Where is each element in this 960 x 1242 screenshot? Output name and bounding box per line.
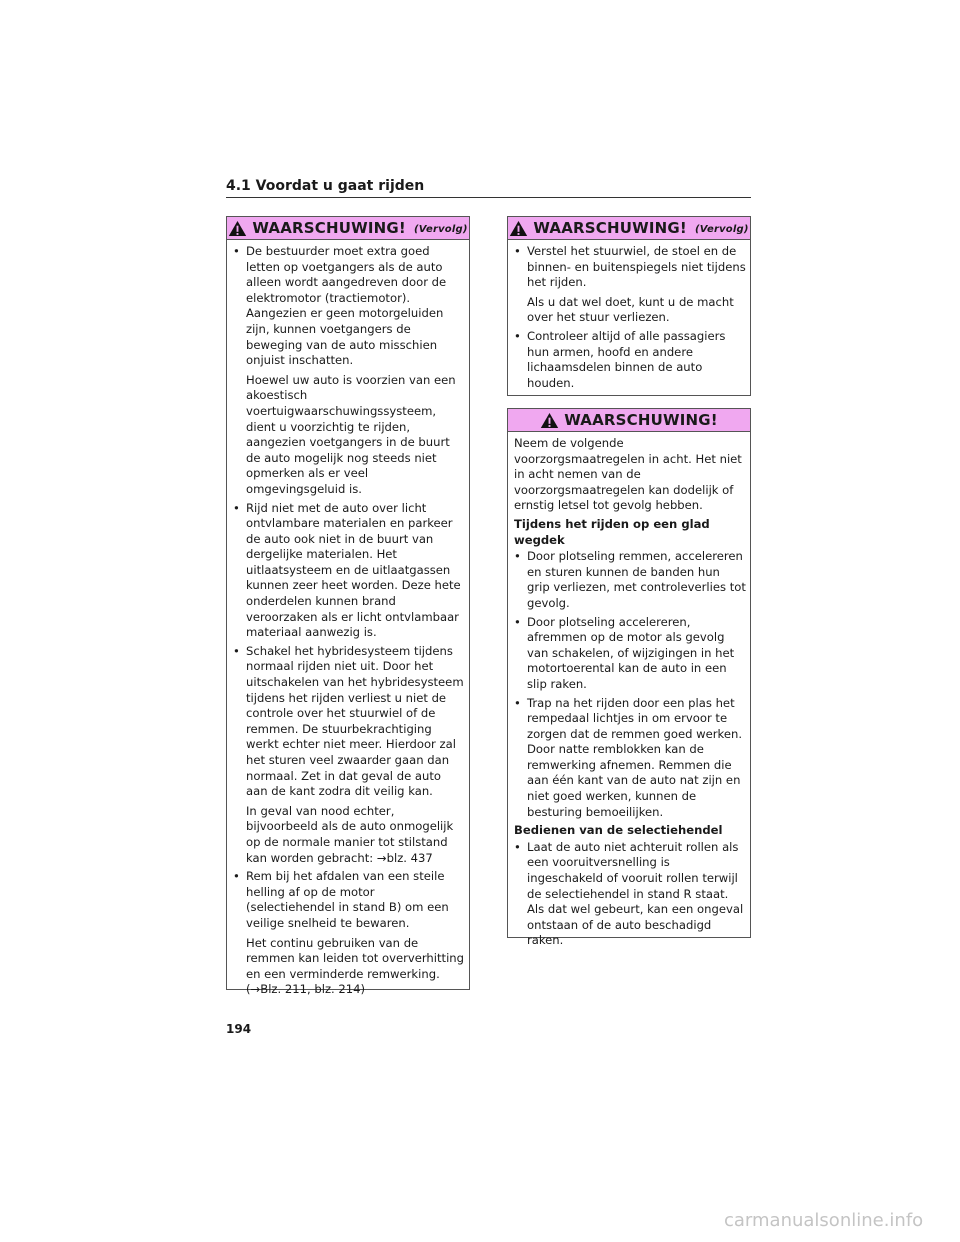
paragraph: Rijd niet met de auto over licht ontvlambare materialen en parkeer de auto ook niet in de buurt van dergelijke materialen. Het uitlaatsysteem en de uitlaatgassen kunnen zeer heet worden. Deze hete onderdelen kunnen brand veroorzaken als er licht ontvlambaar materiaal aanwezig is. xyxy=(246,500,461,640)
warning-box-right-top xyxy=(507,216,751,396)
warning-box-left xyxy=(226,216,470,997)
list-item xyxy=(514,696,746,821)
list-item xyxy=(233,869,465,998)
bullet: • xyxy=(514,839,521,854)
warning-body xyxy=(508,240,750,400)
warning-header xyxy=(508,217,750,240)
paragraph: Trap na het rijden door een plas het rempedaal lichtjes in om ervoor te zorgen dat de remmen goed werken. Door natte remblokken kan de remwerking afnemen. Remmen die aan één kant van de auto nat zijn en niet goed werken, kunnen de besturing bemoeilijken. xyxy=(527,695,743,819)
paragraph: Door plotseling remmen, accelereren en sturen kunnen de banden hun grip verliezen, met controleverlies tot gevolg. xyxy=(527,549,746,610)
warning-header xyxy=(227,217,469,240)
list-item xyxy=(233,501,465,641)
list-item xyxy=(514,244,746,326)
warning-title: WAARSCHUWING! xyxy=(533,219,687,237)
bullet: • xyxy=(233,244,240,258)
warning-body xyxy=(227,240,469,1007)
warning-triangle-icon xyxy=(509,220,528,237)
paragraph: Als u dat wel doet, kunt u de macht over het stuur verliezen. xyxy=(527,294,734,325)
warning-title: WAARSCHUWING! xyxy=(564,411,718,429)
warning-header xyxy=(508,409,750,432)
bullet: • xyxy=(514,614,521,629)
paragraph: Schakel het hybridesysteem tijdens normaal rijden niet uit. Door het uitschakelen van het hybridesysteem tijdens het rijden verliest u niet de controle over het stuurwiel of de remmen. De stuurbekrachtiging werkt echter niet meer. Hierdoor zal het sturen veel zwaarder gaan dan normaal. Zet in dat geval de auto aan de kant zodra dit veilig kan. xyxy=(246,643,464,799)
warning-body xyxy=(508,432,750,958)
intro-paragraph: Neem de volgende voorzorgsmaatregelen in acht. Het niet in acht nemen van de voorzorgsmaatregelen kan dodelijk of ernstig letsel tot gevolg hebben. xyxy=(514,436,742,513)
list-item xyxy=(514,840,746,949)
bullet: • xyxy=(233,500,240,515)
paragraph: De bestuurder moet extra goed letten op voetgangers als de auto alleen wordt aangedreven door de elektromotor (tractiemotor). Aangezien er geen motorgeluiden zijn, kunnen voetgangers de beweging van de auto misschien onjuist inschatten. xyxy=(246,244,447,368)
list-item xyxy=(514,615,746,693)
list-item xyxy=(514,329,746,391)
warning-subtitle: (Vervolg) xyxy=(413,224,468,235)
paragraph: Rem bij het afdalen van een steile helling af op de motor (selectiehendel in stand B) om een veilige snelheid te bewaren. xyxy=(246,869,449,930)
warning-title: WAARSCHUWING! xyxy=(252,219,406,237)
subheading: Bedienen van de selectiehendel xyxy=(514,823,723,838)
subheading: Tijdens het rijden op een glad wegdek xyxy=(514,516,710,547)
bullet: • xyxy=(233,869,240,884)
bullet: • xyxy=(514,328,521,343)
watermark: carmanualsonline.info xyxy=(724,1210,924,1231)
page-number: 194 xyxy=(226,1022,252,1036)
warning-box-right-bottom xyxy=(507,408,751,948)
warning-subtitle: (Vervolg) xyxy=(694,224,749,235)
paragraph: Laat de auto niet achteruit rollen als een vooruitversnelling is ingeschakeld of vooruit rollen terwijl de selectiehendel in stand R staat. Als dat wel gebeurt, kan een ongeval ontstaan of de auto beschadigd raken. xyxy=(527,839,744,948)
paragraph: Door plotseling accelereren, afremmen op de motor als gevolg van schakelen, of wijzigingen in het motortoerental kan de auto in een slip raken. xyxy=(527,614,735,691)
paragraph: Controleer altijd of alle passagiers hun armen, hoofd en andere lichaamsdelen binnen de auto houden. xyxy=(527,328,726,390)
paragraph: Het continu gebruiken van de remmen kan leiden tot oververhitting en een verminderde remwerking. (→Blz. 211, blz. 214) xyxy=(246,935,465,997)
paragraph: Verstel het stuurwiel, de stoel en de binnen- en buitenspiegels niet tijdens het rijden. xyxy=(527,244,746,290)
list-item xyxy=(233,644,465,866)
list-item xyxy=(514,549,746,611)
paragraph: In geval van nood echter, bijvoorbeeld als de auto onmogelijk op de normale manier tot stilstand kan worden gebracht: →blz. 437 xyxy=(246,803,454,865)
section-header: 4.1 Voordat u gaat rijden xyxy=(226,178,751,198)
warning-triangle-icon xyxy=(228,220,247,237)
paragraph: Hoewel uw auto is voorzien van een akoestisch voertuigwaarschuwingssysteem, dient u voorzichtig te rijden, aangezien voetgangers in de buurt de auto mogelijk nog steeds niet opmerken als er veel omgevingsgeluid is. xyxy=(246,372,456,496)
warning-triangle-icon xyxy=(540,412,559,429)
list-item xyxy=(233,244,465,498)
bullet: • xyxy=(514,695,521,710)
bullet: • xyxy=(233,643,240,658)
bullet: • xyxy=(514,244,521,258)
bullet: • xyxy=(514,549,521,564)
